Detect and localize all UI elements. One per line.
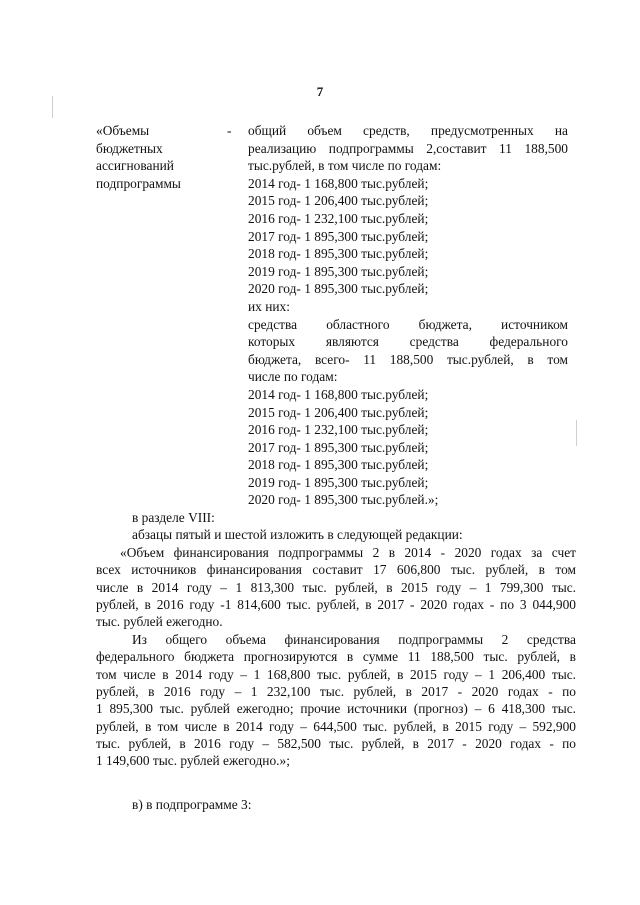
paragraph-line: рублей, в том числе в 2014 году – 644,500 тыс. рублей, в 2015 году – 592,900 xyxy=(96,718,576,734)
passport-dash: - xyxy=(227,123,232,138)
paragraph-line: федерального бюджета прогнозируются в сумме 11 188,500 тыс. рублей, в xyxy=(96,649,576,665)
passport-label-cell xyxy=(96,122,236,192)
passport-year-line: 2018 год- 1 895,300 тыс.рублей; xyxy=(248,457,429,473)
passport-year-line: 2017 год- 1 895,300 тыс.рублей; xyxy=(248,439,429,455)
amendment-text xyxy=(96,509,576,770)
passport-value-line: их них: xyxy=(248,298,290,314)
paragraph-line: тыс. рублей ежегодно. xyxy=(96,614,223,630)
passport-value-line: числе по годам: xyxy=(248,369,338,385)
scan-mark xyxy=(576,420,577,446)
subsection-heading: в) в подпрограмме 3: xyxy=(132,797,252,812)
passport-value-line: реализацию подпрограммы 2,составит 11 188,500 xyxy=(248,140,568,156)
passport-value-line: тыс.рублей, в том числе по годам: xyxy=(248,158,442,174)
instruction-line: абзацы пятый и шестой изложить в следующей редакции: xyxy=(132,527,463,543)
passport-year-line: 2019 год- 1 895,300 тыс.рублей; xyxy=(248,263,429,279)
passport-year-line: 2018 год- 1 895,300 тыс.рублей; xyxy=(248,246,429,262)
paragraph-line: тыс. рублей, в 2016 году – 582,500 тыс. рублей, в 2017 - 2020 годах - по xyxy=(96,736,576,752)
passport-year-line: 2015 год- 1 206,400 тыс.рублей; xyxy=(248,404,429,420)
passport-value-cell xyxy=(248,122,568,509)
paragraph-financing-total xyxy=(96,544,576,631)
passport-value-line: общий объем средств, предусмотренных на xyxy=(248,123,568,138)
paragraph-financing-federal xyxy=(96,631,576,770)
passport-label-line: бюджетных xyxy=(96,140,163,156)
paragraph-line: том числе в 2014 году – 1 168,800 тыс. рублей, в 2015 году – 1 206,400 тыс. xyxy=(96,666,576,682)
paragraph-line: рублей, в 2016 году -1 814,600 тыс. рублей, в 2017 - 2020 годах - по 3 044,900 xyxy=(96,596,576,612)
passport-year-line: 2017 год- 1 895,300 тыс.рублей; xyxy=(248,228,429,244)
passport-year-line: 2020 год- 1 895,300 тыс.рублей; xyxy=(248,281,429,297)
paragraph-line: рублей, в 2016 году – 1 232,100 тыс. рублей, в 2017 - 2020 годах - по xyxy=(96,683,576,699)
passport-year-line: 2014 год- 1 168,800 тыс.рублей; xyxy=(248,386,429,402)
passport-value-line: средства областного бюджета, источником xyxy=(248,316,568,332)
paragraph-line: 1 149,600 тыс. рублей ежегодно.»; xyxy=(96,753,290,769)
passport-label-line: подпрограммы xyxy=(96,175,181,191)
paragraph-line: числе в 2014 году – 1 813,300 тыс. рублей, в 2015 году – 1 799,300 тыс. xyxy=(96,579,576,595)
passport-year-line: 2014 год- 1 168,800 тыс.рублей; xyxy=(248,175,429,191)
passport-label-line: «Объемы xyxy=(96,123,150,138)
passport-year-line: 2016 год- 1 232,100 тыс.рублей; xyxy=(248,422,429,438)
paragraph-line: 1 895,300 тыс. рублей ежегодно; прочие источники (прогноз) – 6 418,300 тыс. xyxy=(96,701,576,717)
page-number: 7 xyxy=(316,84,324,99)
passport-label-line: ассигнований xyxy=(96,158,174,174)
passport-year-line: 2019 год- 1 895,300 тыс.рублей; xyxy=(248,474,429,490)
passport-year-line: 2015 год- 1 206,400 тыс.рублей; xyxy=(248,193,429,209)
passport-value-line: которых являются средства федерального xyxy=(248,334,568,350)
section-heading: в разделе VIII: xyxy=(132,510,215,525)
scan-mark xyxy=(52,96,53,118)
passport-year-line: 2016 год- 1 232,100 тыс.рублей; xyxy=(248,210,429,226)
paragraph-line: всех источников финансирования составит 17 606,800 тыс. рублей, в том xyxy=(96,562,576,578)
paragraph-line: Из общего объема финансирования подпрограммы 2 средства xyxy=(132,631,576,647)
passport-year-line: 2020 год- 1 895,300 тыс.рублей.»; xyxy=(248,492,439,508)
passport-value-line: бюджета, всего- 11 188,500 тыс.рублей, в том xyxy=(248,351,568,367)
paragraph-line: «Объем финансирования подпрограммы 2 в 2014 - 2020 годах за счет xyxy=(120,544,576,560)
